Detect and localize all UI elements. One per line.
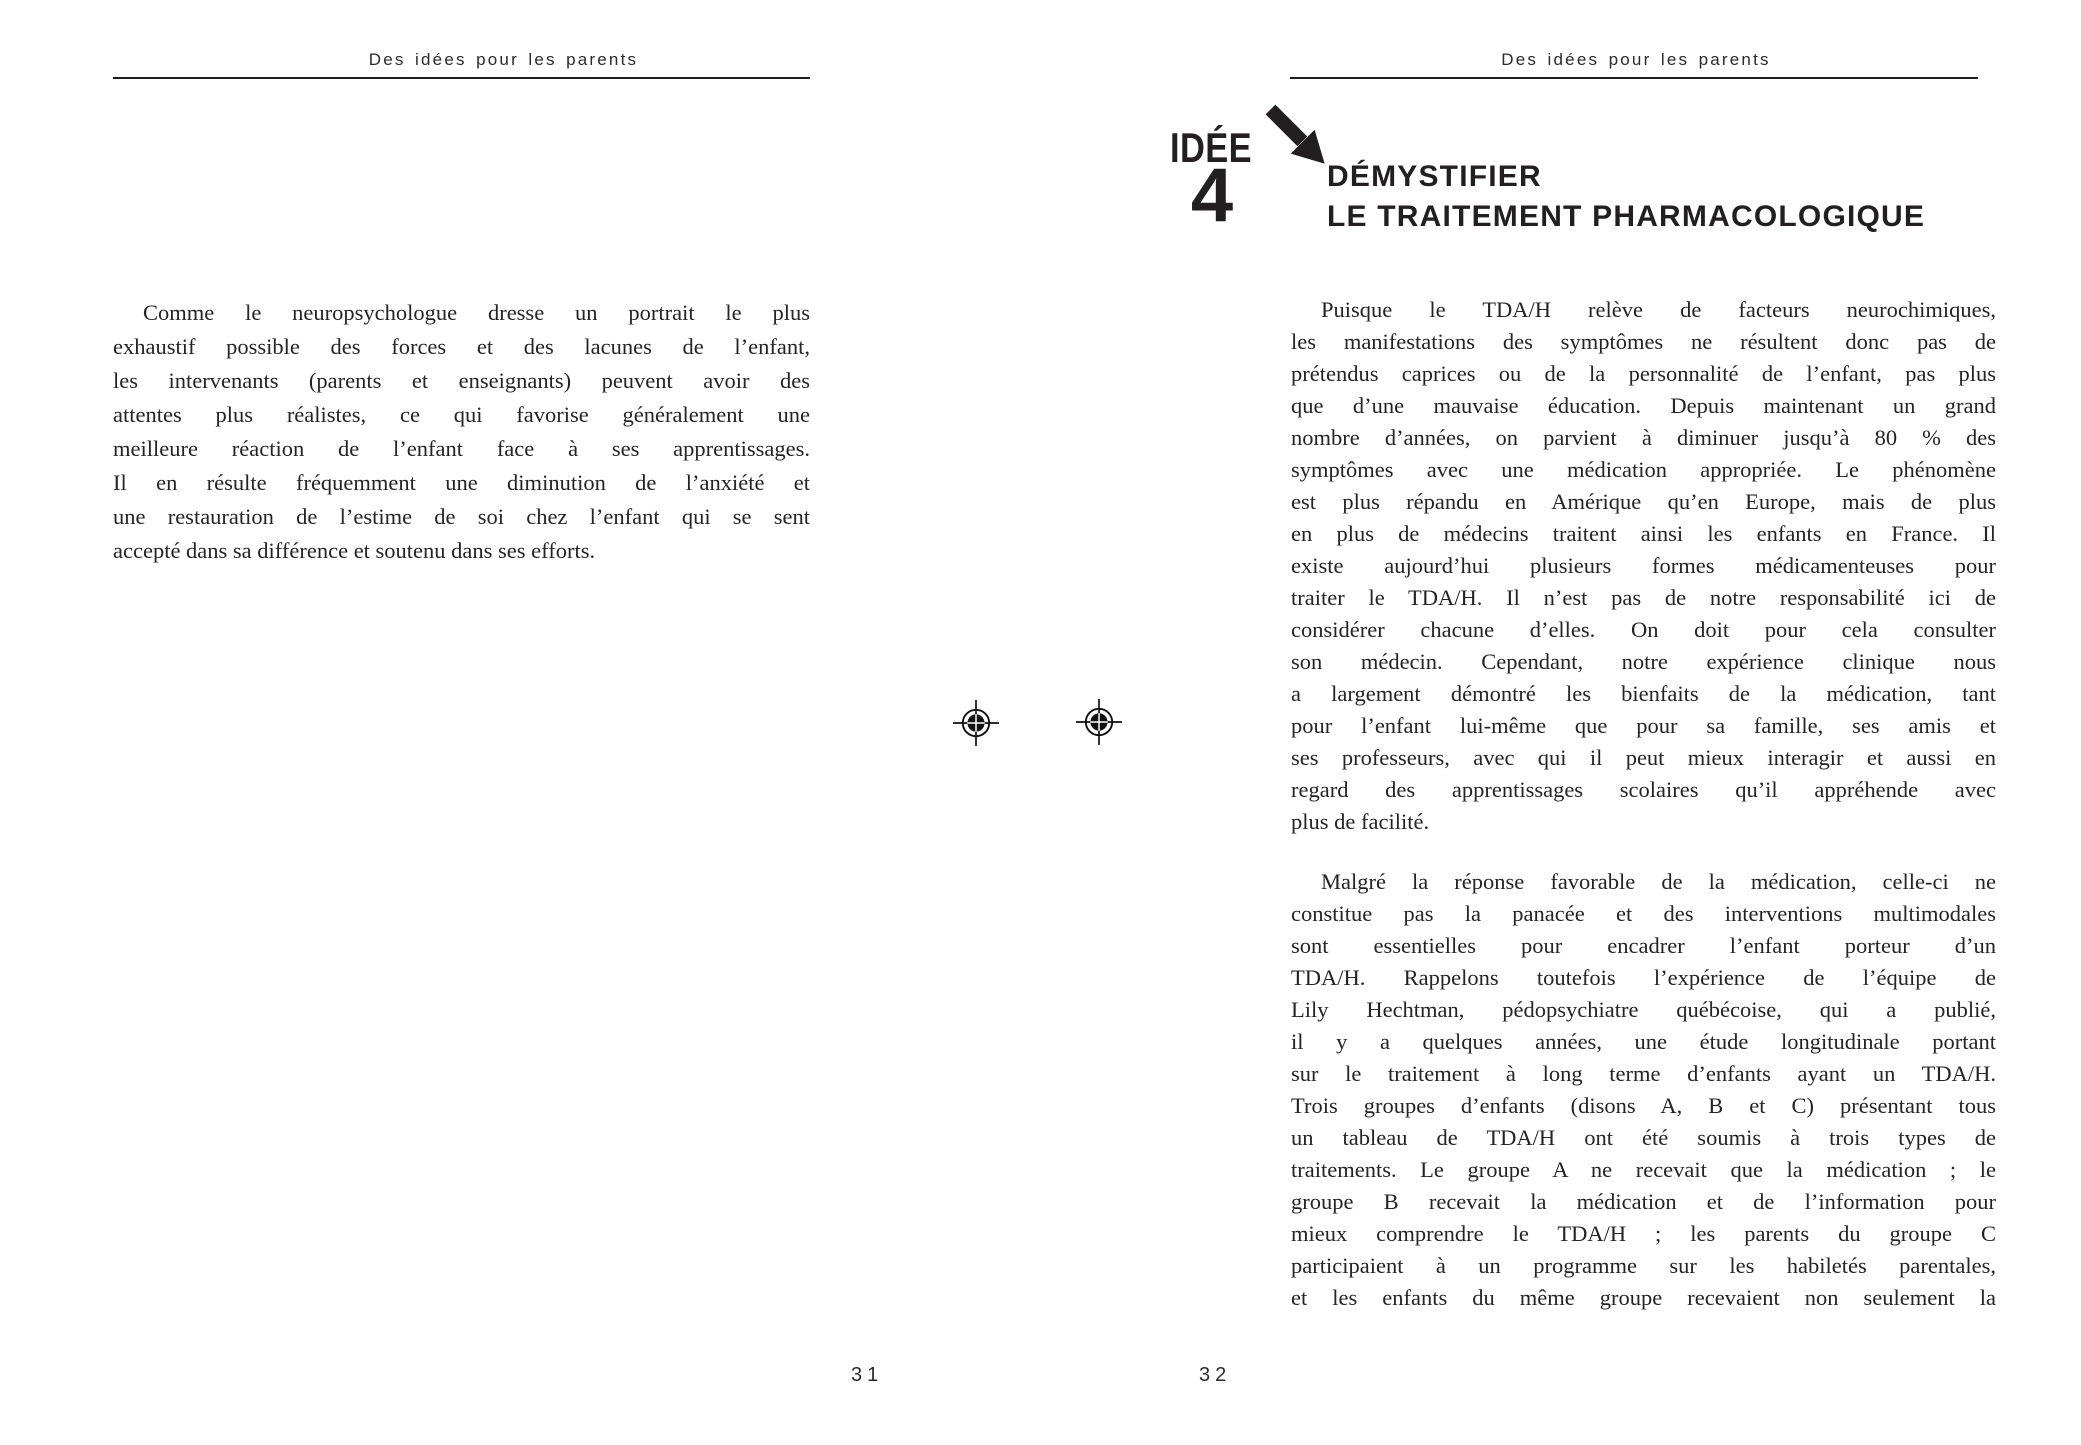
registration-mark-icon: [952, 699, 1000, 747]
chapter-title-line1: DÉMYSTIFIER: [1327, 160, 1542, 193]
left-paragraph: Comme le neuropsychologue dresse un portrait le plus exhaustif possible des forces et des lacunes de l’enfant, les intervenants (parents et enseignants) peuvent avoir des attentes plus réalistes, ce qui favorise généralement une meilleure réaction de l’enfant face à ses apprentissages. Il en résulte fréquemment une diminution de l’anxiété et une restauration de l’estime de soi chez l’enfant qui se sent accepté dans sa différence et soutenu dans ses efforts.: [113, 300, 810, 563]
chapter-title: [1327, 157, 1925, 237]
right-paragraph-2: Malgré la réponse favorable de la médication, celle-ci ne constitue pas la panacée et des interventions multimodales sont essentielles pour encadrer l’enfant porteur d’un TDA/H. Rappelons toutefois l’expérience de l’équipe de Lily Hechtman, pédopsychiatre québécoise, qui a publié, il y a quelques années, une étude longitudinale portant sur le traitement à long terme d’enfants ayant un TDA/H. Trois groupes d’enfants (disons A, B et C) présentant tous un tableau de TDA/H ont été soumis à trois types de traitements. Le groupe A ne recevait que la médication ; le groupe B recevait la médication et de l’information pour mieux comprendre le TDA/H ; les parents du groupe C participaient à un programme sur les habiletés parentales, et les enfants du même groupe recevaient non seulement la: [1291, 869, 1996, 1310]
chapter-title-line2: LE TRAITEMENT PHARMACOLOGIQUE: [1327, 200, 1926, 233]
right-running-head: Des idées pour les parents: [1501, 50, 1771, 69]
left-header-rule: [113, 77, 810, 79]
left-page-number: 31: [851, 1364, 884, 1386]
southeast-arrow-icon: [1262, 101, 1330, 169]
right-header-rule: [1290, 77, 1978, 79]
registration-mark-icon: [1075, 698, 1123, 746]
right-page-number: 32: [1199, 1364, 1232, 1386]
right-paragraph-1: Puisque le TDA/H relève de facteurs neurochimiques, les manifestations des symptômes ne résultent donc pas de prétendus caprices ou de la personnalité de l’enfant, pas plus que d’une mauvaise éducation. Depuis maintenant un grand nombre d’années, on parvient à diminuer jusqu’à 80 % des symptômes avec une médication appropriée. Le phénomène est plus répandu en Amérique qu’en Europe, mais de plus en plus de médecins traitent ainsi les enfants en France. Il existe aujourd’hui plusieurs formes médicamenteuses pour traiter le TDA/H. Il n’est pas de notre responsabilité ici de considérer chacune d’elles. On doit pour cela consulter son médecin. Cependant, notre expérience clinique nous a largement démontré les bienfaits de la médication, tant pour l’enfant lui-même que pour sa famille, ses amis et ses professeurs, avec qui il peut mieux interagir et aussi en regard des apprentissages scolaires qu’il appréhende avec plus de facilité.: [1291, 297, 1996, 834]
left-running-head: Des idées pour les parents: [368, 50, 639, 69]
idea-number: 4: [1190, 153, 1234, 238]
idea-label: IDÉE: [1170, 124, 1253, 171]
